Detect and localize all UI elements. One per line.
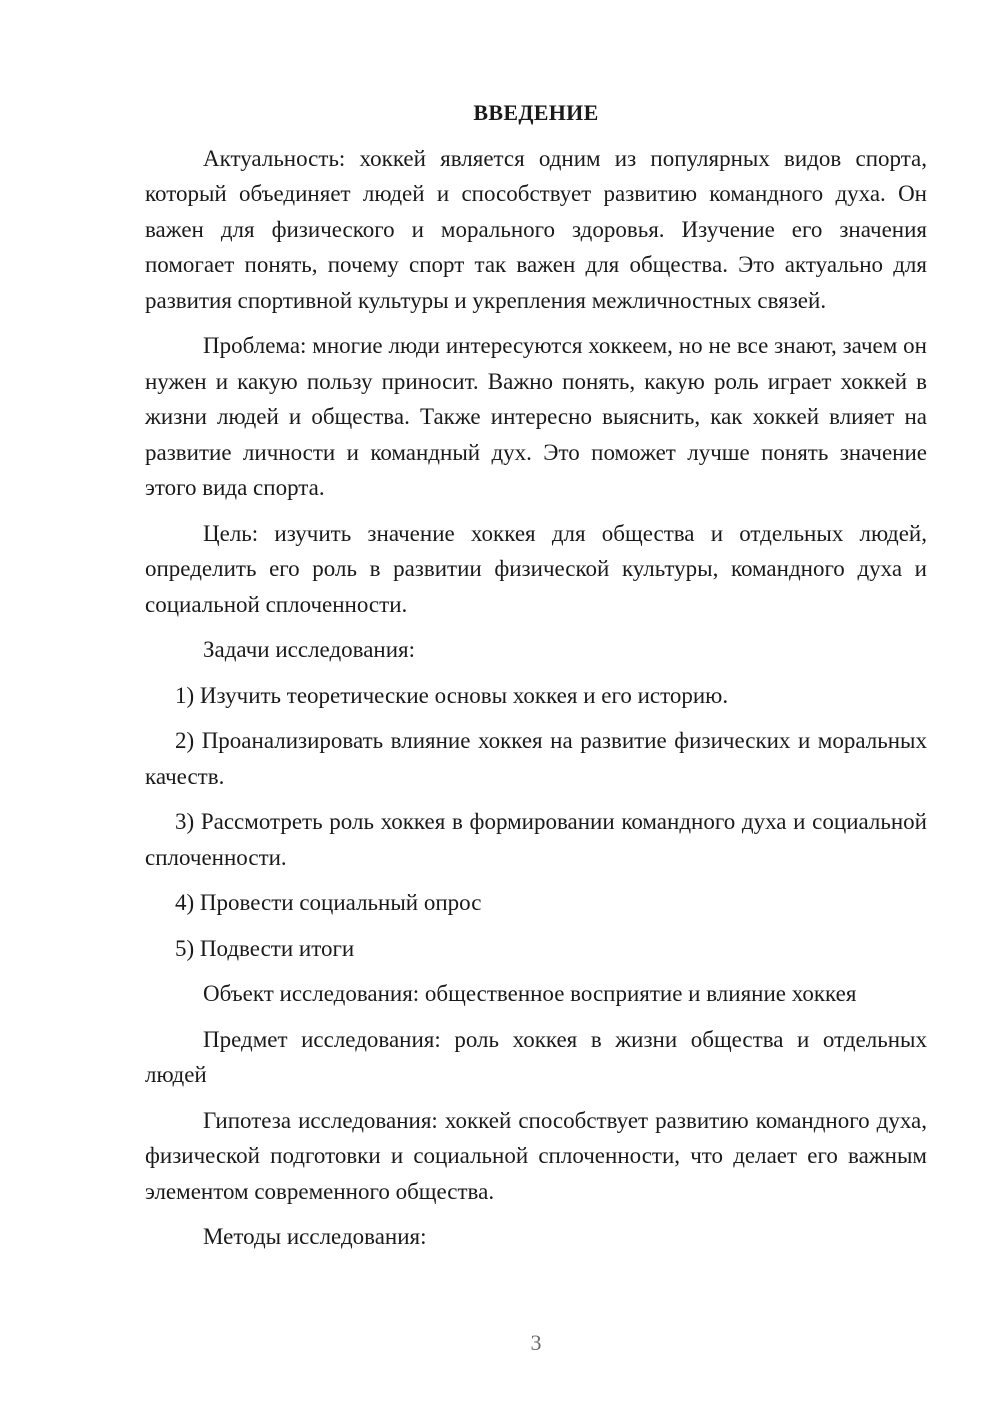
tasks-title: Задачи исследования: — [203, 637, 416, 662]
goal-paragraph: Цель: изучить значение хоккея для общества и отдельных людей, определить его роль в развитии физической культуры, командного духа и социальной сплоченности. — [145, 520, 927, 617]
relevance-paragraph: Актуальность: хоккей является одним из популярных видов спорта, который объединяет людей и способствует развитию командного духа. Он важен для физического и морального здоровья. Изучение его значения помогает понять, почему спорт так важен для общества. Это актуально для развития спортивной культуры и укрепления межличностных связей. — [145, 145, 927, 313]
subject-paragraph: Предмет исследования: роль хоккея в жизни общества и отдельных людей — [145, 1026, 927, 1087]
page-content — [145, 95, 927, 1255]
task-item-5: 5) Подвести итоги — [175, 935, 355, 961]
object-paragraph: Объект исследования: общественное восприятие и влияние хоккея — [203, 981, 857, 1006]
task-item-2: 2) Проанализировать влияние хоккея на развитие физических и моральных качеств. — [145, 728, 927, 789]
page-number: 3 — [530, 1330, 542, 1355]
task-item-3: 3) Рассмотреть роль хоккея в формировании командного духа и социальной сплоченности. — [145, 809, 927, 870]
hypothesis-paragraph: Гипотеза исследования: хоккей способствует развитию командного духа, физической подготовки и социальной сплоченности, что делает его важным элементом современного общества. — [145, 1107, 927, 1204]
methods-paragraph: Методы исследования: — [203, 1224, 427, 1249]
task-item-4: 4) Провести социальный опрос — [175, 890, 482, 915]
problem-paragraph: Проблема: многие люди интересуются хоккеем, но не все знают, зачем он нужен и какую пользу приносит. Важно понять, какую роль играет хоккей в жизни людей и общества. Также интересно выяснить, как хоккей влияет на развитие личности и командный дух. Это поможет лучше понять значение этого вида спорта. — [145, 333, 927, 500]
task-item-1: 1) Изучить теоретические основы хоккея и его историю. — [175, 682, 729, 708]
page-title: ВВЕДЕНИЕ — [473, 100, 599, 125]
